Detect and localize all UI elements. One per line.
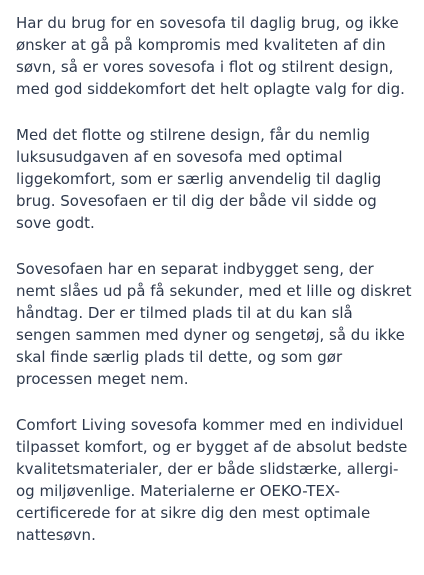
description-paragraph-4: Comfort Living sovesofa kommer med en individuel tilpasset komfort, og er bygget af de absolut bedste kvalitetsmaterialer, der er både slidstærke, allergi- og miljøvenlige. Materialerne er OEKO-TEX-certificerede for at sikre dig den mest optimale nattesøvn. xyxy=(16,416,408,544)
description-paragraph-3: Sovesofaen har en separat indbygget seng, der nemt slåes ud på få sekunder, med et lille og diskret håndtag. Der er tilmed plads til at du kan slå sengen sammen med dyner og sengetøj, så du ikke skal finde særlig plads til dette, og som gør processen meget nem. xyxy=(16,260,412,388)
description-paragraph-2: Med det flotte og stilrene design, får du nemlig luksusudgaven af en sovesofa med optimal liggekomfort, som er særlig anvendelig til daglig brug. Sovesofaen er til dig der både vil sidde og sove godt. xyxy=(16,126,382,232)
description-paragraph-1: Har du brug for en sovesofa til daglig brug, og ikke ønsker at gå på kompromis med kvaliteten af din søvn, så er vores sovesofa i flot og stilrent design, med god siddekomfort det helt oplagte valg for dig. xyxy=(16,14,405,98)
